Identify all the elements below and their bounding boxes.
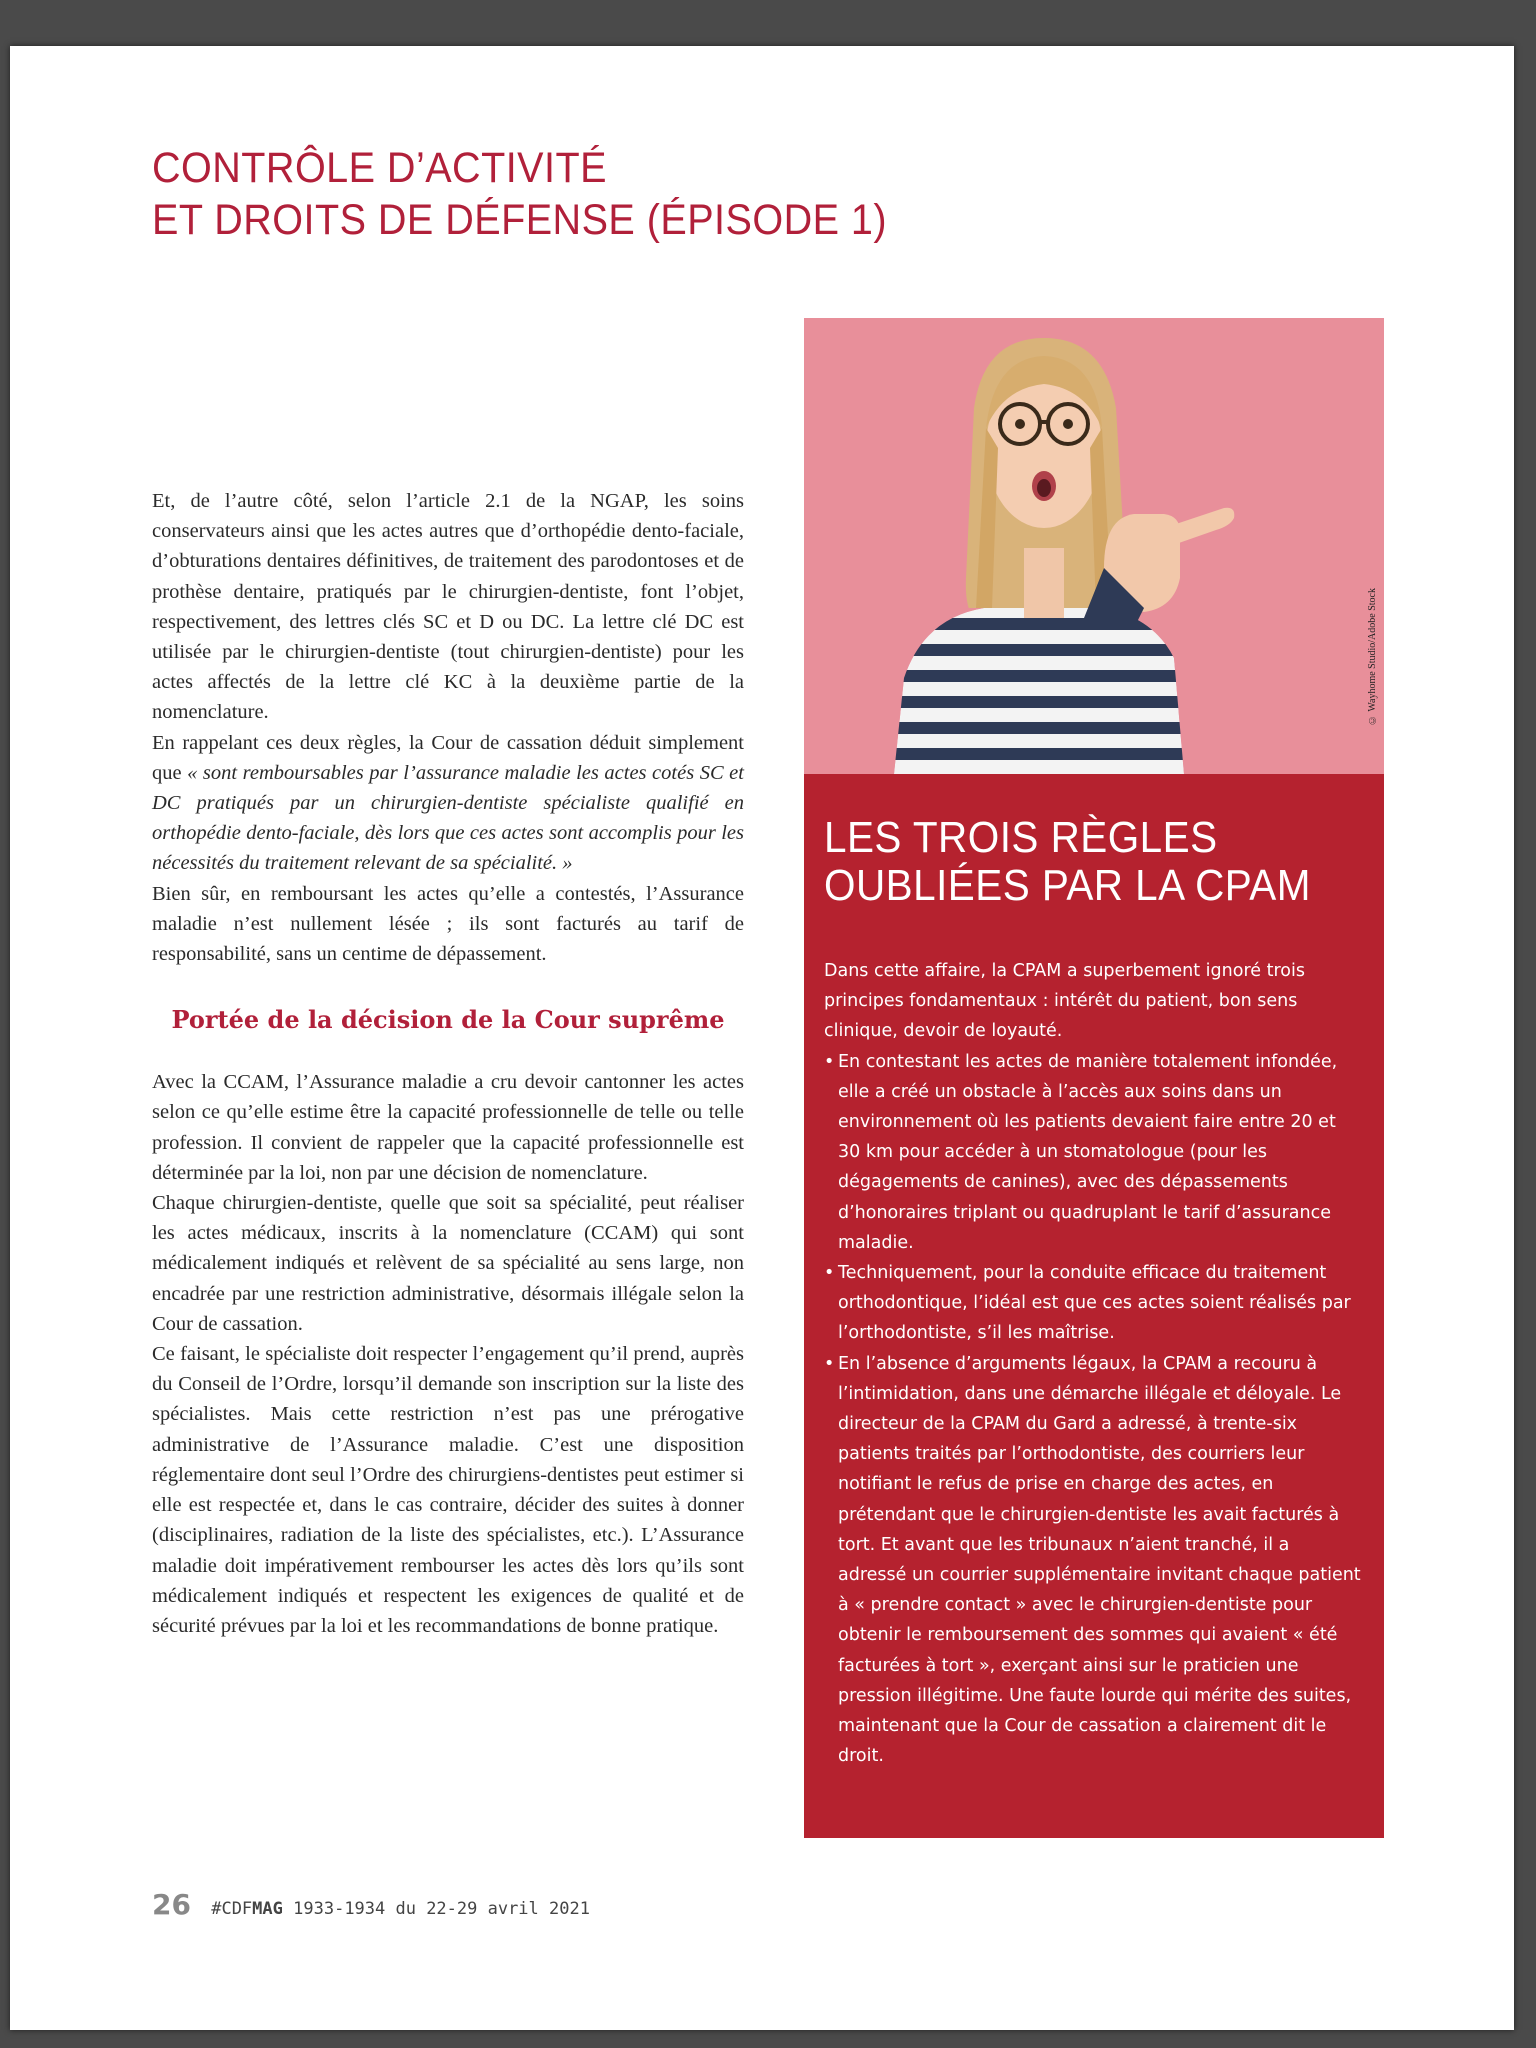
box-title-line-2: OUBLIÉES PAR LA CPAM [824,861,1311,910]
article-title [152,142,1072,246]
court-quote: « sont remboursables par l’assurance maladie les actes cotés SC et DC pratiqués par un chirurgien-dentiste spécialiste qualifié en orthopédie dento-faciale, dès lors que ces actes sont accomplis pour les nécessités du traitement relevant de sa spécialité. » [152,761,744,875]
striped-shirt [894,608,1204,774]
paragraph-6: Ce faisant, le spécialiste doit respecter l’engagement qu’il prend, auprès du Conseil de l’Ordre, lorsqu’il demande son inscription sur la liste des spécialistes. Mais cette restriction n’est pas une prérogative administrative de l’Assurance maladie. C’est une disposition réglementaire dont seul l’Ordre des chirurgiens-dentistes peut estimer si elle est respectée et, dans le cas contraire, décider des suites à donner (disciplinaires, radiation de la liste des spécialistes, etc.). L’Assurance maladie doit impérativement rembourser les actes dès lors qu’ils sont médicalement indiqués et respectent les exigences de qualité et de sécurité prévues par la loi et les recommandations de bonne pratique. [152,1343,744,1637]
paragraph-3: Bien sûr, en remboursant les actes qu’elle a contestés, l’Assurance maladie n’est nullement lésée ; ils sont facturés au tarif de responsabilité, sans un centime de dépassement. [152,882,744,966]
brand-mag: MAG [252,1899,283,1919]
box-intro: Dans cette affaire, la CPAM a superbement ignoré trois principes fondamentaux : intérêt du patient, bon sens clinique, devoir de loyauté. [824,961,1305,1042]
highlight-box [804,774,1384,1838]
box-body [824,956,1362,1771]
brand-prefix: #CDF [211,1899,253,1919]
section-subheading: Portée de la décision de la Cour suprême [171,1005,725,1035]
paragraph-4: Avec la CCAM, l’Assurance maladie a cru devoir cantonner les actes selon ce qu’elle estime être la capacité professionnelle de telle ou telle profession. Il convient de rappeler que la capacité professionnelle est déterminée par la loi, non par une décision de nomenclature. [152,1071,744,1184]
photo-illustration [804,318,1384,774]
paragraph-1: Et, de l’autre côté, selon l’article 2.1 de la NGAP, les soins conservateurs ainsi que les actes autres que d’orthopédie dento-faciale, d’obturations dentaires définitives, de traitement des parodontoses et de prothèse dentaire, pratiqués par le chirurgien-dentiste, font l’objet, respectivement, des lettres clés SC et D ou DC. La lettre clé DC est utilisée par le chirurgien-dentiste (tout chirurgien-dentiste) pour les actes affectés de la lettre clé KC à la deuxième partie de la nomenclature. [152,490,744,724]
main-text-column [152,486,744,1641]
paragraph-2-lead: En rappelant ces deux règles, la Cour de cassation déduit simplement que [152,731,744,784]
title-line-2: ET DROITS DE DÉFENSE (ÉPISODE 1) [152,196,887,244]
paragraph-5: Chaque chirurgien-dentiste, quelle que soit sa spécialité, peut réaliser les actes médicaux, inscrits à la nomenclature (CCAM) qui sont médicalement indiqués et relèvent de sa spécialité au sens large, non encadrée par une restriction administrative, désormais illégale selon la Cour de cassation. [152,1192,744,1335]
photo-credit: © Wayhome Studio/Adobe Stock [1367,588,1378,725]
stock-photo [804,318,1384,774]
title-line-1: CONTRÔLE D’ACTIVITÉ [152,144,607,192]
box-bullet-list [824,1047,1362,1772]
bullet-item: • En l’absence d’arguments légaux, la CPAM a recouru à l’intimidation, dans une démarche illégale et déloyale. Le directeur de la CPAM du Gard a adressé, à trente-six patients traités par l’orthodontiste, des courriers leur notifiant le refus de prise en charge des actes, en prétendant que le chirurgien-dentiste les avait facturés à tort. Et avant que les tribunaux n’aient tranché, il a adressé un courrier supplémentaire invitant chaque patient à « prendre contact » avec le chirurgien-dentiste pour obtenir le remboursement des sommes qui avaient « été facturées à tort », exerçant ainsi sur le praticien une pression illégitime. Une faute lourde qui mérite des suites, maintenant que la Cour de cassation a clairement dit le droit. [824,1349,1362,1772]
box-title-line-1: LES TROIS RÈGLES [824,813,1218,862]
box-title [824,814,1319,910]
sidebar [804,318,1384,1838]
bullet-item: • En contestant les actes de manière totalement infondée, elle a créé un obstacle à l’accès aux soins dans un environnement où les patients devaient faire entre 20 et 30 km pour accéder à un stomatologue (pour les dégagements de canines), avec des dépassements d’honoraires triplant ou quadruplant le tarif d’assurance maladie. [824,1047,1362,1258]
magazine-page [10,46,1514,2030]
page-footer [152,1888,590,1921]
bullet-item: • Techniquement, pour la conduite efficace du traitement orthodontique, l’idéal est que ces actes soient réalisés par l’orthodontiste, s’il les maîtrise. [824,1258,1362,1349]
page-number: 26 [152,1888,191,1921]
paragraph-2 [152,728,744,879]
issue-info: 1933-1934 du 22-29 avril 2021 [293,1899,590,1919]
